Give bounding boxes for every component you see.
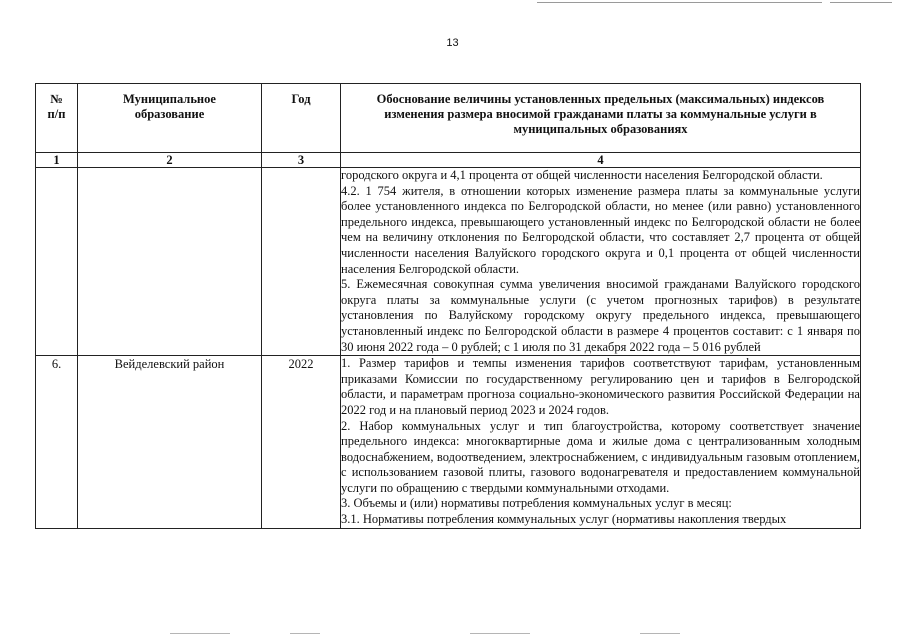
justification-table bbox=[35, 83, 861, 529]
row-justification bbox=[341, 168, 861, 356]
row-municipality bbox=[78, 168, 262, 356]
header-justification: Обоснование величины установленных предельных (максимальных) индексов изменения размера вносимой гражданами платы за коммунальные услуги в муниципальных образованиях bbox=[341, 84, 861, 153]
row-number bbox=[36, 168, 78, 356]
column-number: 2 bbox=[78, 153, 262, 168]
column-number-row bbox=[36, 153, 861, 168]
row-number: 6. bbox=[36, 356, 78, 529]
row-municipality: Вейделевский район bbox=[78, 356, 262, 529]
scan-edge-line bbox=[640, 633, 680, 634]
table-row bbox=[36, 356, 861, 529]
paragraph: 1. Размер тарифов и темпы изменения тарифов соответствуют тарифам, установленным приказами Комиссии по государственному регулированию цен и тарифов в Белгородской области, и параметрам прогноза социально-экономического развития Российской Федерации на 2022 год и на плановый период 2023 и 2024 годов. bbox=[341, 356, 860, 417]
row-year bbox=[262, 168, 341, 356]
paragraph: 5. Ежемесячная совокупная сумма увеличения вносимой гражданами Валуйского городского округа платы за коммунальные услуги (с учетом прогнозных тарифов) в результате установления по Валуйскому городскому округу предельного индекса, превышающего установленный индекс по Белгородской области в размере 4 процентов составит: с 1 января по 30 июня 2022 года – 0 рублей; с 1 июля по 31 декабря 2022 года – 5 016 рублей bbox=[341, 277, 860, 354]
column-number: 4 bbox=[341, 153, 861, 168]
scan-edge-line bbox=[470, 633, 530, 634]
row-year: 2022 bbox=[262, 356, 341, 529]
header-year: Год bbox=[262, 84, 341, 153]
paragraph: 2. Набор коммунальных услуг и тип благоустройства, которому соответствует значение предельного индекса: многоквартирные дома и жилые дома с централизованным холодным водоснабжением, водоотведением, электроснабжением, с индивидуальным газовым отоплением, с использованием газовой плиты, газового водонагревателя и предоставлением коммунальной услуги по обращению с твердыми коммунальными отходами. bbox=[341, 418, 860, 495]
scan-edge-line bbox=[170, 633, 230, 634]
scan-edge-line bbox=[537, 2, 822, 3]
column-number: 1 bbox=[36, 153, 78, 168]
header-municipality: Муниципальное образование bbox=[78, 84, 262, 153]
page-number: 13 bbox=[446, 37, 459, 49]
paragraph: 3. Объемы и (или) нормативы потребления коммунальных услуг в месяц: bbox=[341, 496, 732, 511]
row-justification bbox=[341, 356, 861, 529]
paragraph: 3.1. Нормативы потребления коммунальных услуг (нормативы накопления твердых bbox=[341, 512, 787, 527]
table-row bbox=[36, 168, 861, 356]
column-number: 3 bbox=[262, 153, 341, 168]
table-header-row bbox=[36, 84, 861, 153]
scan-edge-line bbox=[830, 2, 892, 3]
paragraph: 4.2. 1 754 жителя, в отношении которых изменение размера платы за коммунальные услуги более установленного индекса по Белгородской области, но менее (или равно) установленного предельного индекса, превышающего установленный индекс по Белгородской области не более чем на величину отклонения по Белгородской области, что составляет 2,7 процента от общей численности населения Валуйского городского округа и 0,1 процента от общей численности населения Белгородской области. bbox=[341, 183, 860, 276]
scan-edge-line bbox=[290, 633, 320, 634]
paragraph: городского округа и 4,1 процента от общей численности населения Белгородской области. bbox=[341, 168, 823, 182]
header-number: № п/п bbox=[36, 84, 78, 153]
